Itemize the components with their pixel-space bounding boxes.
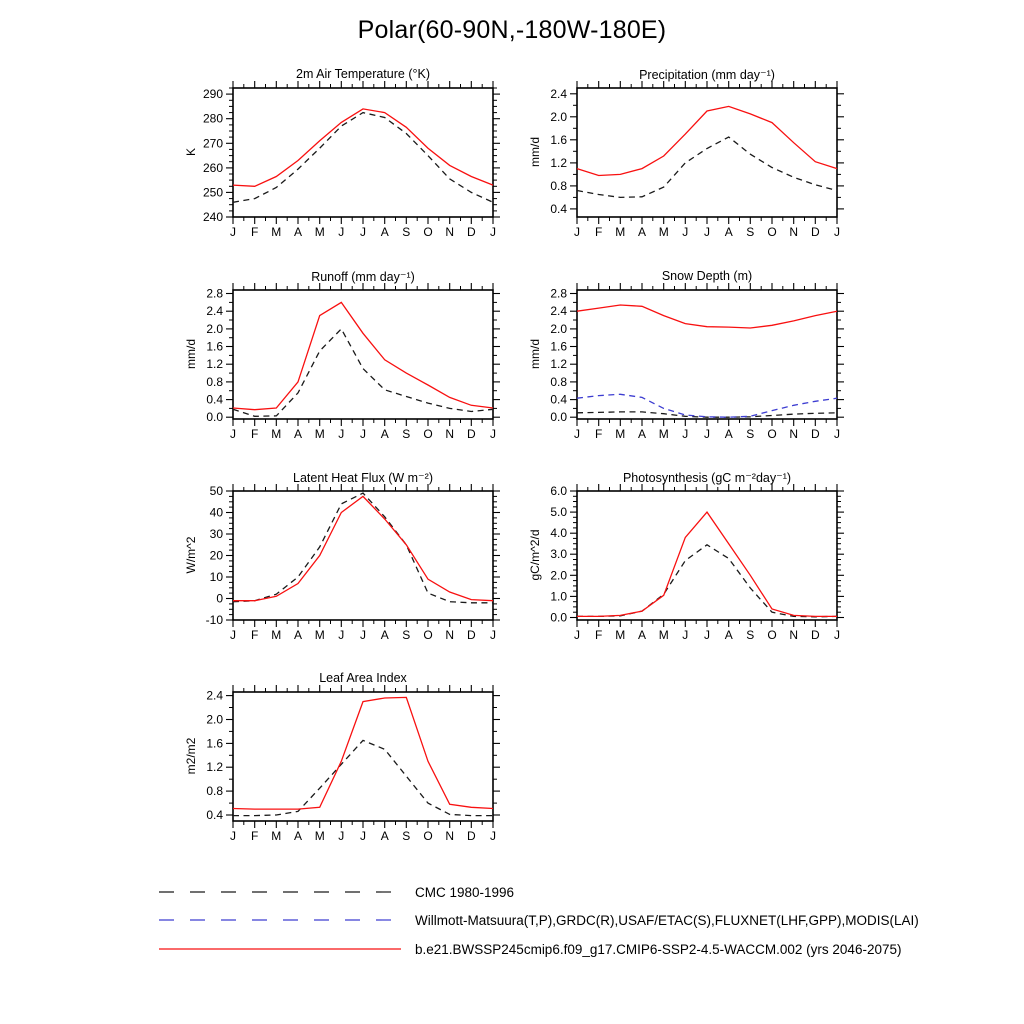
svg-text:M: M <box>314 829 325 843</box>
svg-text:F: F <box>251 628 259 642</box>
svg-text:J: J <box>360 829 366 843</box>
svg-text:J: J <box>682 427 689 441</box>
y-axis-label: mm/d <box>528 137 542 167</box>
svg-text:1.2: 1.2 <box>550 357 567 372</box>
svg-text:D: D <box>466 427 476 441</box>
svg-text:J: J <box>490 829 496 843</box>
svg-text:M: M <box>271 628 282 642</box>
svg-text:M: M <box>271 225 282 239</box>
svg-text:J: J <box>230 628 236 642</box>
svg-text:0.0: 0.0 <box>206 410 223 425</box>
legend-entry-model <box>157 935 901 963</box>
svg-text:50: 50 <box>209 484 223 498</box>
svg-text:280: 280 <box>202 111 223 126</box>
svg-text:F: F <box>595 628 603 642</box>
svg-text:-10: -10 <box>205 613 223 627</box>
y-axis-label: mm/d <box>184 339 198 369</box>
svg-text:2.4: 2.4 <box>206 304 223 319</box>
svg-text:6.0: 6.0 <box>550 484 567 498</box>
y-axis-label: W/m^2 <box>184 536 198 574</box>
legend <box>157 878 997 978</box>
legend-label: b.e21.BWSSP245cmip6.f09_g17.CMIP6-SSP2-4.5-WACCM.002 (yrs 2046-2075) <box>415 941 902 957</box>
svg-text:M: M <box>314 427 325 441</box>
svg-text:N: N <box>445 225 455 239</box>
svg-text:A: A <box>380 829 389 843</box>
photosynthesis-plot-canvas <box>507 465 853 662</box>
svg-text:A: A <box>637 427 647 441</box>
svg-text:A: A <box>380 225 389 239</box>
svg-text:F: F <box>595 225 603 239</box>
runoff-plot-canvas <box>163 264 509 461</box>
legend-entry-cmc <box>157 878 514 906</box>
svg-text:J: J <box>490 628 496 642</box>
svg-text:A: A <box>724 427 733 441</box>
subplot-title: Snow Depth (m) <box>661 269 753 283</box>
subplot-title: Runoff (mm day⁻¹) <box>311 270 415 284</box>
svg-text:2.4: 2.4 <box>206 688 223 703</box>
svg-text:5.0: 5.0 <box>550 505 567 520</box>
svg-text:J: J <box>230 829 236 843</box>
svg-text:A: A <box>293 628 303 642</box>
svg-text:S: S <box>402 427 411 441</box>
svg-text:M: M <box>658 225 669 239</box>
svg-text:J: J <box>682 225 689 239</box>
svg-text:M: M <box>615 427 626 441</box>
svg-text:0.4: 0.4 <box>550 201 567 216</box>
legend-line-blue-dashed <box>157 913 403 927</box>
svg-text:S: S <box>402 225 411 239</box>
svg-text:A: A <box>637 225 647 239</box>
svg-text:A: A <box>724 628 733 642</box>
svg-text:240: 240 <box>202 210 223 224</box>
snow-depth-plot-canvas <box>507 264 853 461</box>
svg-text:2.8: 2.8 <box>550 286 567 301</box>
y-axis-label: mm/d <box>528 339 542 369</box>
svg-text:J: J <box>682 628 689 642</box>
svg-text:A: A <box>724 225 733 239</box>
svg-text:0.8: 0.8 <box>550 178 567 193</box>
subplot-title: Photosynthesis (gC m⁻²day⁻¹) <box>622 471 792 485</box>
svg-text:F: F <box>251 829 259 843</box>
svg-text:D: D <box>466 628 476 642</box>
svg-text:S: S <box>746 427 755 441</box>
svg-text:N: N <box>445 628 455 642</box>
svg-text:2.0: 2.0 <box>206 712 223 727</box>
svg-text:F: F <box>251 427 259 441</box>
svg-text:0.4: 0.4 <box>206 808 223 822</box>
svg-text:D: D <box>466 225 476 239</box>
svg-text:J: J <box>704 225 710 239</box>
svg-text:A: A <box>380 427 389 441</box>
svg-text:2.4: 2.4 <box>550 304 567 319</box>
svg-text:S: S <box>402 628 411 642</box>
svg-text:S: S <box>746 225 755 239</box>
svg-text:2.8: 2.8 <box>206 286 223 301</box>
svg-text:J: J <box>704 427 710 441</box>
svg-text:M: M <box>271 427 282 441</box>
svg-text:0.4: 0.4 <box>550 392 567 407</box>
svg-text:2.0: 2.0 <box>206 321 223 336</box>
legend-entry-observations <box>157 906 919 934</box>
svg-text:40: 40 <box>209 505 223 520</box>
svg-text:1.6: 1.6 <box>550 339 567 354</box>
svg-text:D: D <box>810 628 820 642</box>
svg-text:O: O <box>423 427 433 441</box>
svg-text:1.6: 1.6 <box>206 339 223 354</box>
svg-text:1.2: 1.2 <box>206 357 223 372</box>
svg-text:A: A <box>293 427 303 441</box>
svg-text:30: 30 <box>209 527 223 541</box>
y-axis-label: K <box>184 147 198 157</box>
svg-text:0.4: 0.4 <box>206 392 223 407</box>
svg-text:A: A <box>293 225 303 239</box>
legend-label: Willmott-Matsuura(T,P),GRDC(R),USAF/ETAC(S),FLUXNET(LHF,GPP),MODIS(LAI) <box>415 912 919 928</box>
svg-text:A: A <box>637 628 647 642</box>
subplot-precipitation <box>507 62 853 259</box>
svg-text:J: J <box>834 628 840 642</box>
svg-text:N: N <box>789 427 799 441</box>
subplot-title: Precipitation (mm day⁻¹) <box>639 68 775 82</box>
subplot-runoff <box>163 264 509 461</box>
subplot-title: Latent Heat Flux (W m⁻²) <box>293 471 433 485</box>
svg-text:270: 270 <box>202 136 223 151</box>
svg-text:J: J <box>360 225 366 239</box>
svg-text:J: J <box>834 427 840 441</box>
leaf-area-index-plot-canvas <box>163 666 509 863</box>
svg-text:3.0: 3.0 <box>550 547 567 562</box>
svg-text:D: D <box>466 829 476 843</box>
svg-text:1.6: 1.6 <box>206 736 223 751</box>
svg-text:2.0: 2.0 <box>550 109 567 124</box>
svg-text:J: J <box>490 427 496 441</box>
svg-text:F: F <box>595 427 603 441</box>
subplot-title: Leaf Area Index <box>319 671 407 685</box>
svg-text:0.0: 0.0 <box>550 610 567 625</box>
svg-text:4.0: 4.0 <box>550 526 567 541</box>
svg-text:O: O <box>423 829 433 843</box>
svg-text:2.0: 2.0 <box>550 568 567 583</box>
svg-text:250: 250 <box>202 185 223 200</box>
svg-text:N: N <box>445 427 455 441</box>
svg-text:1.6: 1.6 <box>550 132 567 147</box>
svg-text:J: J <box>360 427 366 441</box>
figure-title: Polar(60-90N,-180W-180E) <box>357 16 667 44</box>
svg-text:S: S <box>402 829 411 843</box>
svg-text:D: D <box>810 427 820 441</box>
svg-text:J: J <box>338 829 345 843</box>
subplot-snow-depth <box>507 264 853 461</box>
svg-text:M: M <box>314 628 325 642</box>
svg-text:260: 260 <box>202 160 223 175</box>
svg-text:290: 290 <box>202 87 223 102</box>
svg-text:A: A <box>293 829 303 843</box>
svg-text:M: M <box>615 628 626 642</box>
subplot-air-temperature <box>163 62 509 259</box>
svg-text:F: F <box>251 225 259 239</box>
svg-text:J: J <box>834 225 840 239</box>
subplot-latent-heat-flux <box>163 465 509 662</box>
svg-text:S: S <box>746 628 755 642</box>
svg-text:1.0: 1.0 <box>550 589 567 604</box>
svg-text:N: N <box>789 628 799 642</box>
y-axis-label: gC/m^2/d <box>528 529 542 581</box>
subplot-leaf-area-index <box>163 666 509 863</box>
svg-text:1.2: 1.2 <box>550 155 567 170</box>
air-temperature-plot-canvas <box>163 62 509 259</box>
svg-text:J: J <box>574 225 580 239</box>
svg-text:N: N <box>789 225 799 239</box>
svg-text:M: M <box>658 628 669 642</box>
svg-text:0.8: 0.8 <box>550 374 567 389</box>
svg-text:2.0: 2.0 <box>550 321 567 336</box>
svg-text:J: J <box>360 628 366 642</box>
svg-text:J: J <box>230 225 236 239</box>
svg-text:0.8: 0.8 <box>206 784 223 799</box>
svg-text:J: J <box>338 225 345 239</box>
svg-text:O: O <box>423 628 433 642</box>
svg-text:M: M <box>615 225 626 239</box>
svg-text:J: J <box>704 628 710 642</box>
subplot-title: 2m Air Temperature (°K) <box>296 67 430 81</box>
svg-text:0.0: 0.0 <box>550 410 567 425</box>
latent-heat-flux-plot-canvas <box>163 465 509 662</box>
subplot-photosynthesis <box>507 465 853 662</box>
svg-text:2.4: 2.4 <box>550 86 567 101</box>
svg-text:10: 10 <box>209 570 223 584</box>
legend-label: CMC 1980-1996 <box>415 884 515 900</box>
svg-text:0: 0 <box>216 591 223 606</box>
svg-text:J: J <box>574 628 580 642</box>
svg-text:D: D <box>810 225 820 239</box>
legend-line-black-dashed <box>157 885 403 899</box>
svg-text:J: J <box>338 427 345 441</box>
svg-text:20: 20 <box>209 548 223 563</box>
svg-text:M: M <box>271 829 282 843</box>
svg-text:J: J <box>490 225 496 239</box>
svg-text:1.2: 1.2 <box>206 760 223 775</box>
y-axis-label: m2/m2 <box>184 737 198 775</box>
svg-text:M: M <box>658 427 669 441</box>
svg-text:0.8: 0.8 <box>206 374 223 389</box>
svg-text:J: J <box>230 427 236 441</box>
svg-text:N: N <box>445 829 455 843</box>
precipitation-plot-canvas <box>507 62 853 259</box>
svg-text:J: J <box>338 628 345 642</box>
svg-text:O: O <box>767 628 777 642</box>
svg-text:O: O <box>767 225 777 239</box>
svg-text:J: J <box>574 427 580 441</box>
legend-line-red-solid <box>157 942 403 956</box>
svg-text:O: O <box>423 225 433 239</box>
svg-text:M: M <box>314 225 325 239</box>
svg-text:A: A <box>380 628 389 642</box>
svg-text:O: O <box>767 427 777 441</box>
